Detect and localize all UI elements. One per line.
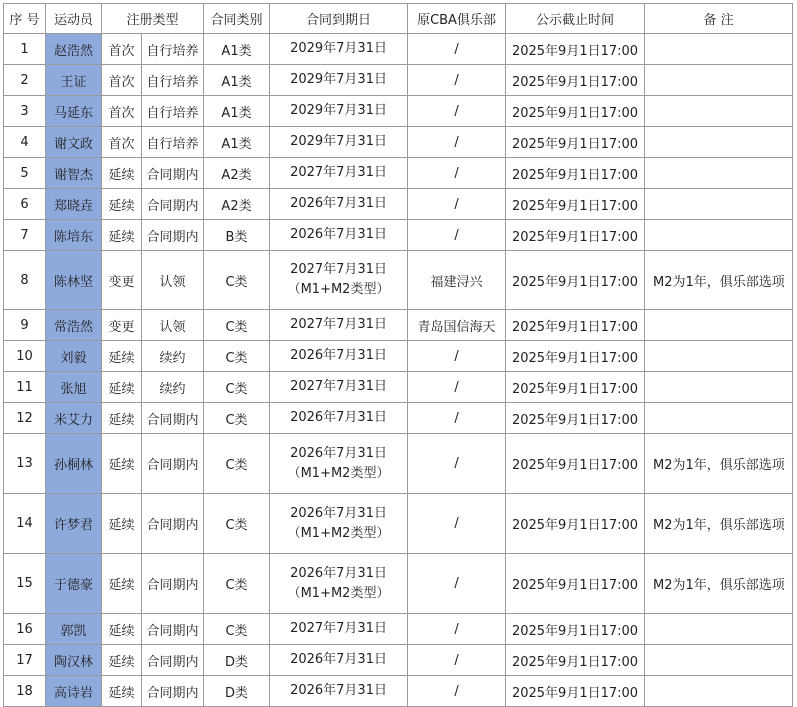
remark [645,403,793,434]
player-name: 赵浩然 [46,34,102,65]
former-club: / [408,554,506,614]
deadline: 2025年9月1日17:00 [506,494,645,554]
remark [645,158,793,189]
row-no: 14 [4,494,46,554]
reg-type: 首次 [102,34,142,65]
former-club: / [408,645,506,676]
remark [645,676,793,707]
row-no: 18 [4,676,46,707]
expiry-date: 2026年7月31日 [290,683,387,698]
reg-subtype: 自行培养 [142,65,204,96]
contract-class: A2类 [204,189,270,220]
row-no: 11 [4,372,46,403]
reg-subtype: 合同期内 [142,614,204,645]
remark [645,65,793,96]
expiry-date: 2026年7月31日 [290,565,387,581]
reg-type: 延续 [102,554,142,614]
expiry-date: 2027年7月31日 [290,262,387,277]
contract-class: C类 [204,494,270,554]
contract-class: C类 [204,341,270,372]
contract-class: C类 [204,310,270,341]
table-row [4,251,793,310]
reg-subtype: 合同期内 [142,158,204,189]
remark [645,372,793,403]
deadline: 2025年9月1日17:00 [506,251,645,310]
remark [645,645,793,676]
row-no: 12 [4,403,46,434]
table-row [4,310,793,341]
player-name: 王证 [46,65,102,96]
header-deadline: 公示截止时间 [506,4,645,34]
reg-type: 延续 [102,614,142,645]
deadline: 2025年9月1日17:00 [506,403,645,434]
former-club: / [408,614,506,645]
contract-expiry [270,494,408,554]
contract-expiry [270,310,408,341]
reg-type: 延续 [102,372,142,403]
deadline: 2025年9月1日17:00 [506,220,645,251]
contract-class: A1类 [204,127,270,158]
player-name: 陈培东 [46,220,102,251]
row-no: 8 [4,251,46,310]
table-row [4,554,793,614]
former-club: / [408,676,506,707]
reg-subtype: 续约 [142,372,204,403]
reg-type: 首次 [102,65,142,96]
deadline: 2025年9月1日17:00 [506,645,645,676]
former-club: / [408,96,506,127]
contract-class: C类 [204,403,270,434]
table-row [4,403,793,434]
expiry-date: 2026年7月31日 [290,227,387,242]
table-row [4,645,793,676]
remark [645,341,793,372]
former-club: 福建浔兴 [408,251,506,310]
contract-class: C类 [204,251,270,310]
row-no: 15 [4,554,46,614]
remark [645,614,793,645]
header-no: 序 号 [4,4,46,34]
expiry-type-note: （M1+M2类型） [287,525,390,541]
contract-class: C类 [204,554,270,614]
deadline: 2025年9月1日17:00 [506,676,645,707]
table-row [4,34,793,65]
former-club: 青岛国信海天 [408,310,506,341]
table-row [4,341,793,372]
contract-expiry [270,189,408,220]
table-row [4,158,793,189]
row-no: 5 [4,158,46,189]
former-club: / [408,65,506,96]
reg-subtype: 合同期内 [142,434,204,494]
expiry-date: 2027年7月31日 [290,379,387,394]
row-no: 9 [4,310,46,341]
former-club: / [408,189,506,220]
player-name: 马延东 [46,96,102,127]
player-name: 谢文政 [46,127,102,158]
remark: M2为1年，俱乐部选项 [645,434,793,494]
header-row [4,4,793,34]
expiry-date: 2027年7月31日 [290,165,387,180]
former-club: / [408,158,506,189]
contract-expiry [270,372,408,403]
table-body [4,34,793,707]
remark [645,96,793,127]
contract-class: C类 [204,434,270,494]
table-row [4,189,793,220]
header-former-club: 原CBA俱乐部 [408,4,506,34]
player-name: 常浩然 [46,310,102,341]
table-row [4,65,793,96]
reg-type: 变更 [102,310,142,341]
former-club: / [408,494,506,554]
player-name: 米艾力 [46,403,102,434]
reg-subtype: 认领 [142,251,204,310]
row-no: 10 [4,341,46,372]
remark [645,220,793,251]
deadline: 2025年9月1日17:00 [506,158,645,189]
remark [645,189,793,220]
player-name: 于德豪 [46,554,102,614]
reg-type: 延续 [102,341,142,372]
deadline: 2025年9月1日17:00 [506,34,645,65]
former-club: / [408,403,506,434]
contract-expiry [270,554,408,614]
player-name: 郑晓垚 [46,189,102,220]
contract-expiry [270,341,408,372]
expiry-date: 2027年7月31日 [290,621,387,636]
row-no: 16 [4,614,46,645]
deadline: 2025年9月1日17:00 [506,372,645,403]
table-row [4,676,793,707]
row-no: 2 [4,65,46,96]
contract-expiry [270,158,408,189]
contract-expiry [270,96,408,127]
table-row [4,220,793,251]
former-club: / [408,34,506,65]
reg-type: 延续 [102,158,142,189]
contract-expiry [270,676,408,707]
contract-expiry [270,34,408,65]
reg-type: 延续 [102,220,142,251]
table-row [4,494,793,554]
reg-type: 首次 [102,96,142,127]
player-name: 陈林坚 [46,251,102,310]
player-registration-table [3,3,793,707]
contract-expiry [270,220,408,251]
reg-type: 变更 [102,251,142,310]
player-name: 张旭 [46,372,102,403]
former-club: / [408,220,506,251]
expiry-type-note: （M1+M2类型） [287,465,390,481]
contract-class: B类 [204,220,270,251]
reg-subtype: 合同期内 [142,494,204,554]
deadline: 2025年9月1日17:00 [506,96,645,127]
deadline: 2025年9月1日17:00 [506,614,645,645]
contract-class: A1类 [204,96,270,127]
table-row [4,372,793,403]
player-name: 谢智杰 [46,158,102,189]
deadline: 2025年9月1日17:00 [506,65,645,96]
former-club: / [408,341,506,372]
remark: M2为1年，俱乐部选项 [645,494,793,554]
reg-subtype: 自行培养 [142,96,204,127]
table-row [4,127,793,158]
expiry-type-note: （M1+M2类型） [287,585,390,601]
expiry-date: 2026年7月31日 [290,445,387,461]
header-contract-expiry: 合同到期日 [270,4,408,34]
deadline: 2025年9月1日17:00 [506,434,645,494]
expiry-date: 2029年7月31日 [290,134,387,149]
reg-type: 延续 [102,645,142,676]
row-no: 13 [4,434,46,494]
deadline: 2025年9月1日17:00 [506,310,645,341]
contract-class: C类 [204,372,270,403]
contract-expiry [270,403,408,434]
reg-type: 延续 [102,434,142,494]
contract-class: D类 [204,676,270,707]
remark [645,310,793,341]
former-club: / [408,372,506,403]
contract-expiry [270,65,408,96]
contract-expiry [270,645,408,676]
deadline: 2025年9月1日17:00 [506,189,645,220]
expiry-date: 2026年7月31日 [290,505,387,521]
deadline: 2025年9月1日17:00 [506,341,645,372]
reg-subtype: 合同期内 [142,554,204,614]
table-row [4,434,793,494]
header-remark: 备 注 [645,4,793,34]
remark [645,127,793,158]
expiry-date: 2029年7月31日 [290,103,387,118]
expiry-date: 2027年7月31日 [290,317,387,332]
reg-subtype: 合同期内 [142,403,204,434]
header-name: 运动员 [46,4,102,34]
reg-subtype: 合同期内 [142,220,204,251]
remark: M2为1年，俱乐部选项 [645,251,793,310]
row-no: 4 [4,127,46,158]
reg-subtype: 合同期内 [142,676,204,707]
former-club: / [408,434,506,494]
player-name: 郭凯 [46,614,102,645]
player-name: 孙桐林 [46,434,102,494]
header-reg-type: 注册类型 [102,4,204,34]
contract-expiry [270,127,408,158]
expiry-date: 2026年7月31日 [290,196,387,211]
contract-class: C类 [204,614,270,645]
reg-subtype: 认领 [142,310,204,341]
contract-class: D类 [204,645,270,676]
reg-subtype: 自行培养 [142,34,204,65]
table-row [4,614,793,645]
row-no: 17 [4,645,46,676]
expiry-date: 2026年7月31日 [290,348,387,363]
reg-subtype: 合同期内 [142,189,204,220]
header-contract-class: 合同类别 [204,4,270,34]
reg-subtype: 合同期内 [142,645,204,676]
reg-subtype: 自行培养 [142,127,204,158]
expiry-date: 2029年7月31日 [290,41,387,56]
remark: M2为1年，俱乐部选项 [645,554,793,614]
reg-type: 延续 [102,676,142,707]
row-no: 3 [4,96,46,127]
expiry-date: 2029年7月31日 [290,72,387,87]
contract-class: A1类 [204,65,270,96]
former-club: / [408,127,506,158]
contract-expiry [270,434,408,494]
reg-type: 延续 [102,189,142,220]
player-name: 刘毅 [46,341,102,372]
reg-type: 首次 [102,127,142,158]
deadline: 2025年9月1日17:00 [506,554,645,614]
player-name: 高诗岩 [46,676,102,707]
row-no: 7 [4,220,46,251]
contract-expiry [270,614,408,645]
deadline: 2025年9月1日17:00 [506,127,645,158]
row-no: 6 [4,189,46,220]
contract-class: A2类 [204,158,270,189]
reg-subtype: 续约 [142,341,204,372]
reg-type: 延续 [102,494,142,554]
contract-class: A1类 [204,34,270,65]
expiry-date: 2026年7月31日 [290,652,387,667]
remark [645,34,793,65]
contract-expiry [270,251,408,310]
player-name: 许梦君 [46,494,102,554]
table-row [4,96,793,127]
player-name: 陶汉林 [46,645,102,676]
row-no: 1 [4,34,46,65]
expiry-type-note: （M1+M2类型） [287,282,390,297]
reg-type: 延续 [102,403,142,434]
expiry-date: 2026年7月31日 [290,410,387,425]
